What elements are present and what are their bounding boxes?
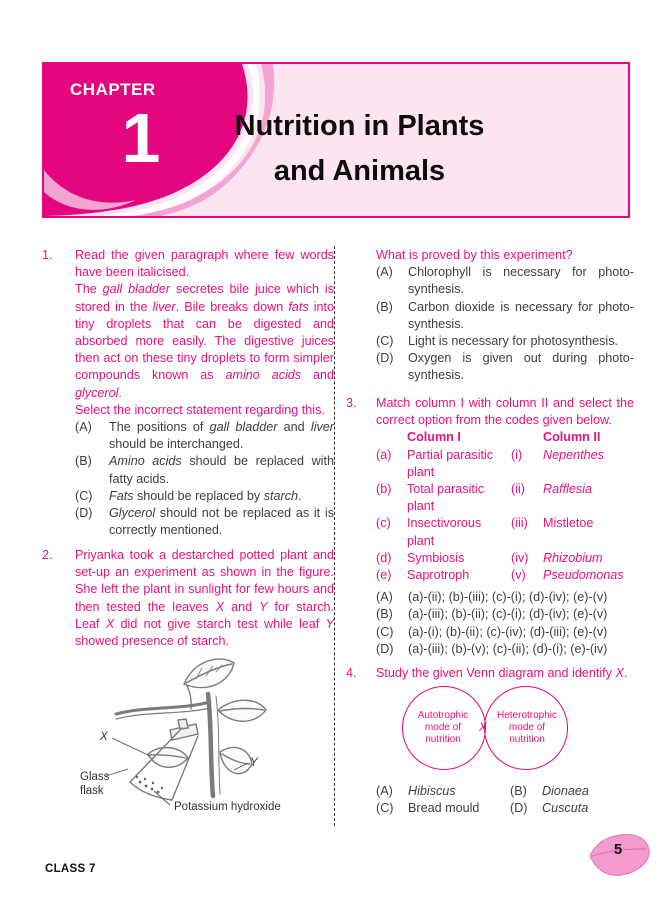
venn-left-label: Autotrophic mode of nutrition (417, 710, 469, 746)
option-text: The positions of gall bladder and liver should be interchanged. (109, 420, 334, 452)
question-1-intro: Read the given paragraph where few words have been italicised. (75, 248, 334, 280)
option-label: (C) (376, 801, 394, 816)
option-label: (B) (376, 299, 393, 314)
column-1-item: Partial parasitic plant (407, 447, 494, 479)
question-1-instruction: Select the incorrect statement regarding this. (75, 402, 325, 417)
column-1-item: Symbiosis (407, 550, 465, 565)
column-1-item: Total parasitic plant (407, 482, 484, 514)
column-2-item: Nepenthes (543, 447, 604, 462)
row-label: (b) (376, 482, 392, 497)
question-3-stem: Match column I with column II and select the correct option from the codes given below. (376, 396, 634, 428)
question-1-number: 1. (42, 248, 53, 262)
question-1 (42, 247, 334, 539)
venn-intersection-label: X (479, 722, 487, 735)
option-label: (A) (376, 590, 393, 605)
leaf-icon (588, 832, 652, 884)
question-2-option-c (376, 333, 634, 350)
page-number: 5 (613, 841, 623, 858)
option-label: (D) (75, 506, 93, 521)
column-1-item: Insectivorous plant (407, 516, 482, 548)
question-2-option-a (376, 264, 634, 298)
question-1-option-c (75, 488, 334, 505)
question-3-option-b (376, 606, 634, 623)
option-label: (C) (376, 624, 394, 639)
option-label: (D) (376, 351, 394, 366)
koh-granules (136, 776, 163, 794)
question-2-number: 2. (42, 548, 53, 562)
question-3-option-d (376, 641, 634, 658)
figure-label-x: X (100, 731, 108, 743)
question-4-number: 4. (346, 666, 357, 680)
class-label: CLASS 7 (45, 863, 96, 875)
row-label: (ii) (511, 482, 525, 497)
question-4-stem: Study the given Venn diagram and identify X. (376, 666, 628, 680)
row-label: (i) (511, 447, 523, 462)
question-2 (42, 547, 334, 650)
row-label: (d) (376, 550, 392, 565)
option-text: (a)-(i); (b)-(ii); (c)-(iv); (d)-(iii); (e)-(v) (408, 624, 608, 639)
question-3 (346, 395, 634, 658)
column-2-item: Rafflesia (543, 482, 592, 497)
page-title (212, 104, 507, 194)
question-1-option-a (75, 419, 334, 453)
venn-diagram (376, 686, 634, 770)
option-text: Light is necessary for photosynthesis. (408, 334, 619, 349)
option-text: Fats should be replaced by starch. (109, 488, 302, 503)
question-2-option-d (376, 350, 634, 384)
question-1-paragraph: The gall bladder secretes bile juice which is stored in the liver. Bile breaks down fats into tiny droplets that can be digested and absorbed more easily. The digestive juices then act on these tiny droplets to form simpler compounds known as amino acids and glycerol. (75, 282, 334, 400)
figure-label-potassium-hydroxide: Potassium hydroxide (174, 801, 281, 813)
option-label: (A) (75, 420, 92, 435)
question-2-prompt: What is proved by this experiment? (376, 248, 573, 262)
option-label: (B) (75, 454, 92, 469)
option-label: (C) (75, 488, 93, 503)
option-text: (a)-(iii); (b)-(ii); (c)-(i); (d)-(iv); (e)-(v) (408, 607, 608, 622)
option-label: (B) (376, 607, 393, 622)
page-title-line1: Nutrition in Plants (234, 110, 485, 142)
option-label: (A) (376, 784, 393, 799)
option-text: Chlorophyll is necessary for photo-synthesis. (408, 265, 634, 297)
option-text: Oxygen is given out during photo-synthesis. (408, 351, 634, 383)
option-label: (D) (510, 801, 528, 816)
column-1-item: Saprotroph (407, 568, 470, 583)
option-text: Hibiscus (408, 784, 456, 799)
row-label: (iv) (511, 550, 529, 565)
option-text: Dionaea (542, 784, 589, 799)
chapter-number: 1 (121, 99, 161, 177)
option-text: (a)-(ii); (b)-(iii); (c)-(i); (d)-(iv); (e)-(v) (408, 590, 608, 605)
row-label: (a) (376, 447, 392, 462)
question-1-option-d (75, 505, 334, 539)
question-1-option-b (75, 453, 334, 487)
figure-label-glass-flask-1: Glass (80, 771, 110, 783)
chapter-banner (42, 62, 630, 218)
option-label: (C) (376, 334, 394, 349)
column-2-item: Pseudomonas (543, 568, 624, 583)
column-2-header: Column II (543, 430, 601, 445)
question-4 (346, 665, 634, 818)
option-text: Bread mould (408, 801, 480, 816)
question-3-option-a (376, 589, 634, 606)
question-2-option-b (376, 299, 634, 333)
option-text: Carbon dioxide is necessary for photo-synthesis. (408, 299, 634, 331)
question-3-option-c (376, 624, 634, 641)
question-4-options (376, 783, 634, 817)
option-text: Cuscuta (542, 801, 589, 816)
chapter-label: CHAPTER (70, 80, 156, 99)
page-title-line2: and Animals (273, 155, 446, 187)
experiment-figure (50, 658, 335, 853)
figure-label-glass-flask-2: flask (80, 785, 104, 797)
option-label: (B) (510, 784, 527, 799)
column-2-item: Rhizobium (543, 550, 603, 565)
option-label: (A) (376, 265, 393, 280)
figure-label-y: Y (250, 757, 258, 769)
question-3-number: 3. (346, 396, 357, 410)
column-1-header: Column I (407, 430, 461, 445)
question-2-continuation (346, 247, 634, 385)
row-label: (iii) (511, 516, 528, 531)
option-text: Amino acids should be replaced with fatty acids. (109, 454, 334, 486)
column-2-item: Mistletoe (543, 516, 594, 531)
row-label: (c) (376, 516, 391, 531)
match-table (376, 429, 634, 584)
option-label: (D) (376, 641, 394, 656)
row-label: (e) (376, 568, 392, 583)
row-label: (v) (511, 568, 526, 583)
venn-right-label: Heterotrophic mode of nutrition (496, 710, 558, 746)
option-text: (a)-(iii); (b)-(v); (c)-(ii); (d)-(i); (e)-(iv) (408, 641, 608, 656)
page-number-leaf (588, 832, 652, 884)
option-text: Glycerol should not be replaced as it is correctly mentioned. (109, 506, 334, 538)
question-2-stem: Priyanka took a destarched potted plant and set-up an experiment as shown in the figure. She left the plant in sunlight for few hours and then tested the leaves X and Y for starch. Leaf X did not give starch test while leaf Y showed presence of starch. (75, 548, 334, 649)
